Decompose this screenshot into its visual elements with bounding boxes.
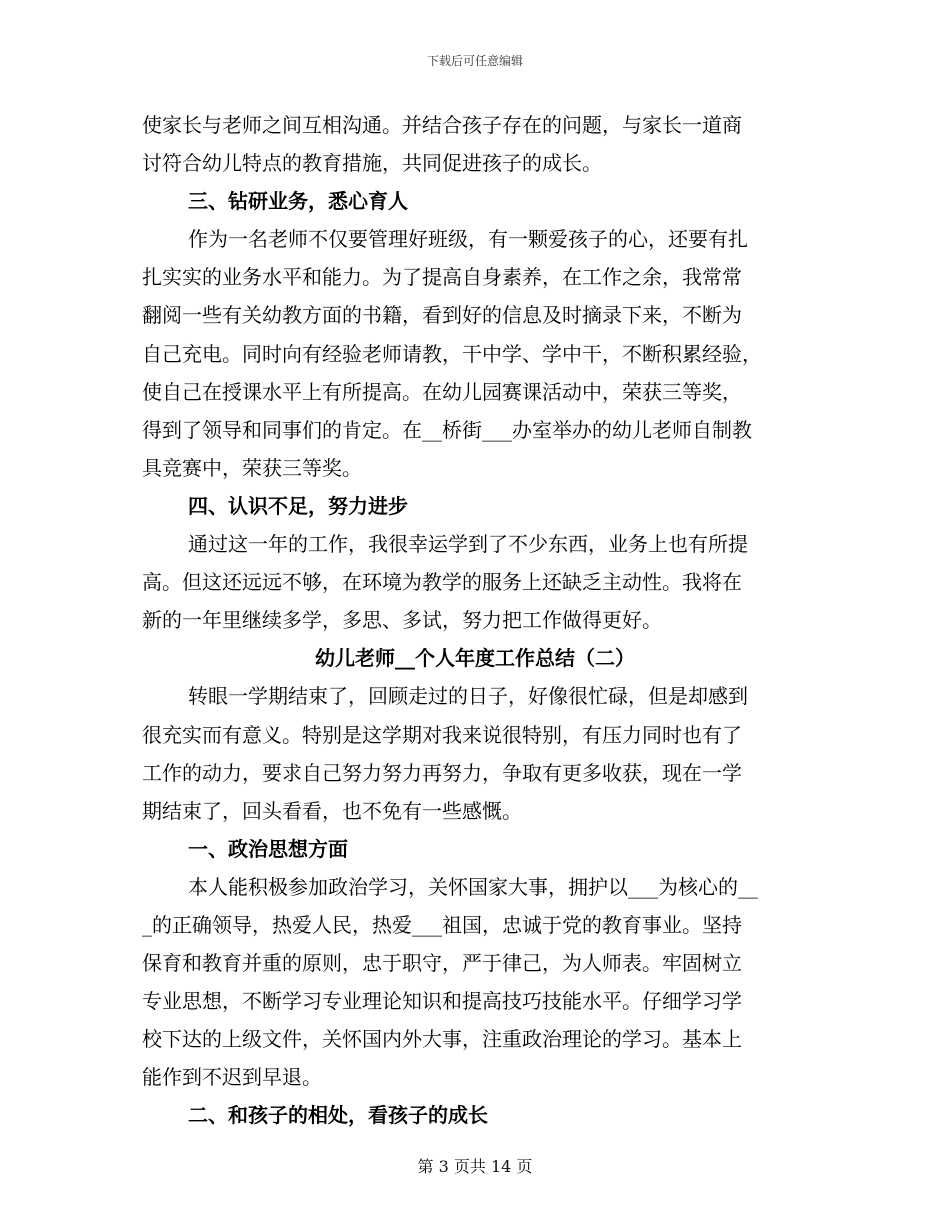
paragraph-line: 很充实而有意义。特别是这学期对我来说很特别，有压力同时也有了 (142, 722, 742, 747)
paragraph-line: _的正确领导，热爱人民，热爱___祖国，忠诚于党的教育事业。坚持 (142, 912, 742, 937)
paragraph-line: 翻阅一些有关幼教方面的书籍，看到好的信息及时摘录下来，不断为 (142, 303, 742, 328)
paragraph-line: 保育和教育并重的原则，忠于职守，严于律己，为人师表。牢固树立 (142, 951, 742, 976)
paragraph-line: 通过这一年的工作，我很幸运学到了不少东西，业务上也有所提 (188, 532, 748, 557)
paragraph-line: 校下达的上级文件，关怀国内外大事，注重政治理论的学习。基本上 (142, 1027, 742, 1052)
paragraph-line: 转眼一学期结束了，回顾走过的日子，好像很忙碌，但是却感到 (188, 684, 748, 709)
document-body (142, 106, 808, 1135)
paragraph-line: 扎实实的业务水平和能力。为了提高自身素养，在工作之余，我常常 (142, 265, 742, 290)
paragraph-line: 具竞赛中，荣获三等奖。 (142, 455, 362, 480)
paragraph-line: 作为一名老师不仅要管理好班级，有一颗爱孩子的心，还要有扎 (188, 227, 748, 252)
paragraph-line: 自己充电。同时向有经验老师请教，干中学、学中干，不断积累经验， (142, 341, 762, 366)
paragraph-line: 得到了领导和同事们的肯定。在__桥街___办室举办的幼儿老师自制教 (142, 417, 752, 442)
paragraph-line: 使家长与老师之间互相沟通。并结合孩子存在的问题，与家长一道商 (142, 113, 742, 137)
paragraph-line: 本人能积极参加政治学习，关怀国家大事，拥护以___为核心的__ (188, 874, 758, 899)
section-heading: 二、和孩子的相处，看孩子的成长 (188, 1103, 488, 1128)
paragraph-line: 新的一年里继续多学，多思、多试，努力把工作做得更好。 (142, 608, 662, 633)
section-heading: 一、政治思想方面 (188, 836, 348, 861)
paragraph-line: 专业思想，不断学习专业理论知识和提高技巧技能水平。仔细学习学 (142, 989, 742, 1014)
paragraph-line: 讨符合幼儿特点的教育措施，共同促进孩子的成长。 (142, 151, 602, 176)
paragraph-line: 使自己在授课水平上有所提高。在幼儿园赛课活动中，荣获三等奖， (142, 379, 742, 404)
paragraph-line: 工作的动力，要求自己努力努力再努力，争取有更多收获，现在一学 (142, 760, 742, 785)
paragraph-line: 能作到不迟到早退。 (142, 1065, 322, 1090)
paragraph-line: 高。但这还远远不够，在环境为教学的服务上还缺乏主动性。我将在 (142, 570, 742, 595)
section-heading: 三、钻研业务，悉心育人 (188, 189, 408, 214)
section-heading: 四、认识不足，努力进步 (188, 493, 408, 518)
page-header: 下载后可任意编辑 (426, 54, 523, 68)
paragraph-line: 期结束了，回头看看，也不免有一些感慨。 (142, 798, 522, 823)
page-footer: 第 3 页共 14 页 (417, 1157, 533, 1176)
document-title: 幼儿老师__个人年度工作总结（二） (315, 646, 635, 671)
